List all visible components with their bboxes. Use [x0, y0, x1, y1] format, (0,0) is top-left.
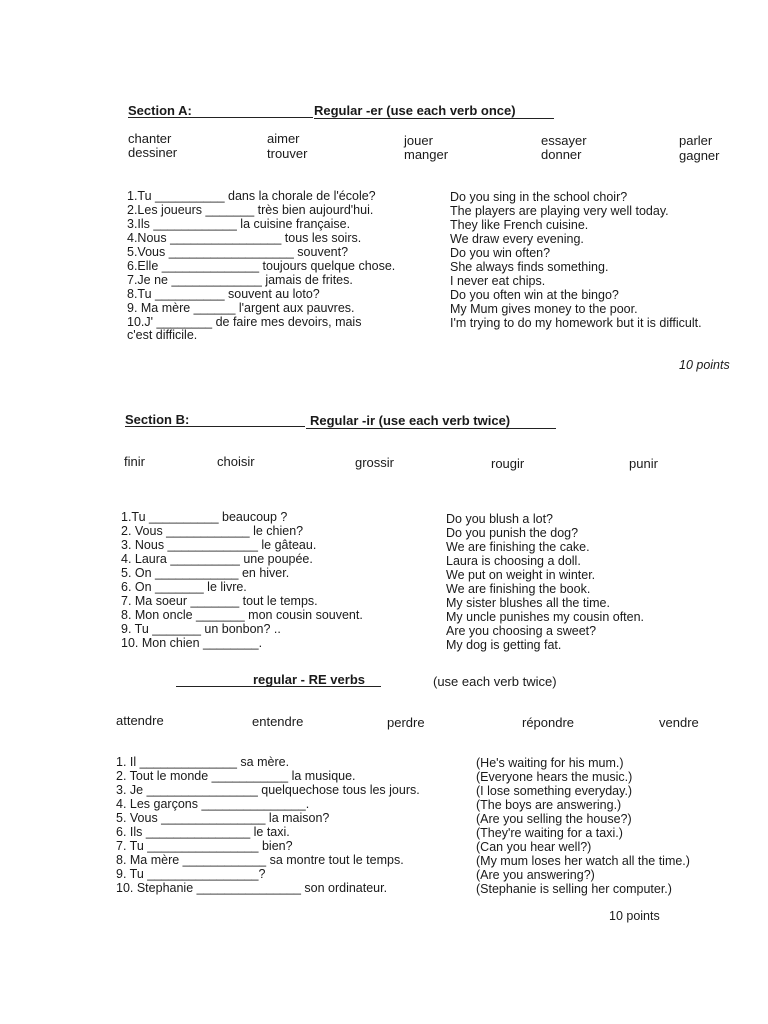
question-c-1: 1. Il ______________ sa mère.	[116, 755, 290, 769]
question-a-2: 2.Les joueurs _______ très bien aujourd'hui.	[127, 203, 374, 217]
verb-b-1: choisir	[217, 454, 255, 469]
question-a-6: 6.Elle ______________ toujours quelque chose.	[127, 259, 396, 273]
section-b-label: Section B:	[125, 412, 190, 427]
section-b-title: Regular -ir (use each verb twice)	[310, 413, 511, 428]
verb-a-9: gagner	[679, 148, 720, 163]
translation-a-4: We draw every evening.	[450, 232, 584, 246]
verb-b-4: punir	[629, 456, 658, 471]
translation-a-5: Do you win often?	[450, 246, 551, 260]
translation-a-3: They like French cuisine.	[450, 218, 589, 232]
verb-c-2: perdre	[387, 715, 425, 730]
translation-c-5: (Are you selling the house?)	[476, 812, 632, 826]
section-b-underline	[125, 426, 305, 427]
translation-c-3: (I lose something everyday.)	[476, 784, 633, 798]
translation-c-1: (He's waiting for his mum.)	[476, 756, 624, 770]
translation-b-6: We are finishing the book.	[446, 582, 591, 596]
question-b-10: 10. Mon chien ________.	[121, 636, 263, 650]
question-a-10-continued: c'est difficile.	[127, 328, 198, 342]
translation-b-3: We are finishing the cake.	[446, 540, 590, 554]
verb-c-3: répondre	[522, 715, 575, 730]
translation-b-1: Do you blush a lot?	[446, 512, 554, 526]
translation-a-8: Do you often win at the bingo?	[450, 288, 619, 302]
question-c-4: 4. Les garçons _______________.	[116, 797, 310, 811]
translation-b-2: Do you punish the dog?	[446, 526, 579, 540]
verb-a-1: aimer	[267, 131, 300, 146]
question-a-7: 7.Je ne _____________ jamais de frites.	[127, 273, 353, 287]
section-a-label: Section A:	[128, 103, 192, 118]
section-a-title-underline	[314, 118, 554, 119]
question-a-10: 10.J' ________ de faire mes devoirs, mais	[127, 315, 362, 329]
translation-c-10: (Stephanie is selling her computer.)	[476, 882, 672, 896]
section-a-points: 10 points	[679, 358, 730, 372]
question-a-5: 5.Vous __________________ souvent?	[127, 245, 349, 259]
question-c-3: 3. Je ________________ quelquechose tous les jours.	[116, 783, 420, 797]
translation-b-7: My sister blushes all the time.	[446, 596, 610, 610]
question-c-2: 2. Tout le monde ___________ la musique.	[116, 769, 356, 783]
translation-b-5: We put on weight in winter.	[446, 568, 596, 582]
translation-c-6: (They're waiting for a taxi.)	[476, 826, 623, 840]
translation-c-9: (Are you answering?)	[476, 868, 595, 882]
translation-b-9: Are you choosing a sweet?	[446, 624, 597, 638]
verb-b-2: grossir	[355, 455, 395, 470]
verb-c-1: entendre	[252, 714, 304, 729]
question-c-9: 9. Tu ________________?	[116, 867, 266, 881]
question-b-7: 7. Ma soeur _______ tout le temps.	[121, 594, 318, 608]
question-a-9: 9. Ma mère ______ l'argent aux pauvres.	[127, 301, 355, 315]
section-c-title: regular - RE verbs	[253, 672, 365, 687]
translation-c-7: (Can you hear well?)	[476, 840, 592, 854]
verb-c-0: attendre	[116, 713, 164, 728]
translation-a-7: I never eat chips.	[450, 274, 546, 288]
question-c-10: 10. Stephanie _______________ son ordinateur.	[116, 881, 388, 895]
section-c-note: (use each verb twice)	[433, 674, 557, 689]
verb-a-4: parler	[679, 133, 713, 148]
translation-a-10: I'm trying to do my homework but it is difficult.	[450, 316, 702, 330]
question-a-4: 4.Nous ________________ tous les soirs.	[127, 231, 362, 245]
question-c-7: 7. Tu ________________ bien?	[116, 839, 293, 853]
verb-b-0: finir	[124, 454, 145, 469]
question-b-3: 3. Nous _____________ le gâteau.	[121, 538, 317, 552]
question-a-1: 1.Tu __________ dans la chorale de l'école?	[127, 189, 376, 203]
section-b-title-underline	[306, 428, 556, 429]
section-a-underline	[128, 103, 313, 118]
question-c-8: 8. Ma mère ____________ sa montre tout le temps.	[116, 853, 404, 867]
translation-a-2: The players are playing very well today.	[450, 204, 669, 218]
translation-a-6: She always finds something.	[450, 260, 609, 274]
translation-c-2: (Everyone hears the music.)	[476, 770, 633, 784]
question-a-3: 3.Ils ____________ la cuisine française.	[127, 217, 351, 231]
verb-a-6: trouver	[267, 146, 308, 161]
question-c-6: 6. Ils _______________ le taxi.	[116, 825, 290, 839]
verb-a-3: essayer	[541, 133, 587, 148]
section-a-title: Regular -er (use each verb once)	[314, 103, 516, 118]
verb-a-2: jouer	[404, 133, 433, 148]
question-c-5: 5. Vous _______________ la maison?	[116, 811, 330, 825]
verb-c-4: vendre	[659, 715, 699, 730]
translation-b-10: My dog is getting fat.	[446, 638, 562, 652]
question-a-8: 8.Tu __________ souvent au loto?	[127, 287, 320, 301]
translation-b-4: Laura is choosing a doll.	[446, 554, 581, 568]
question-b-5: 5. On ____________ en hiver.	[121, 566, 290, 580]
question-b-6: 6. On _______ le livre.	[121, 580, 247, 594]
verb-b-3: rougir	[491, 456, 525, 471]
translation-b-8: My uncle punishes my cousin often.	[446, 610, 645, 624]
section-c-points: 10 points	[609, 909, 660, 923]
verb-a-8: donner	[541, 147, 582, 162]
question-b-4: 4. Laura __________ une poupée.	[121, 552, 313, 566]
question-b-1: 1.Tu __________ beaucoup ?	[121, 510, 288, 524]
translation-a-9: My Mum gives money to the poor.	[450, 302, 638, 316]
translation-c-8: (My mum loses her watch all the time.)	[476, 854, 690, 868]
translation-c-4: (The boys are answering.)	[476, 798, 622, 812]
verb-a-0: chanter	[128, 131, 172, 146]
question-b-8: 8. Mon oncle _______ mon cousin souvent.	[121, 608, 363, 622]
question-b-2: 2. Vous ____________ le chien?	[121, 524, 304, 538]
verb-a-5: dessiner	[128, 145, 178, 160]
translation-a-1: Do you sing in the school choir?	[450, 190, 628, 204]
verb-a-7: manger	[404, 147, 449, 162]
question-b-9: 9. Tu _______ un bonbon? ..	[121, 622, 281, 636]
